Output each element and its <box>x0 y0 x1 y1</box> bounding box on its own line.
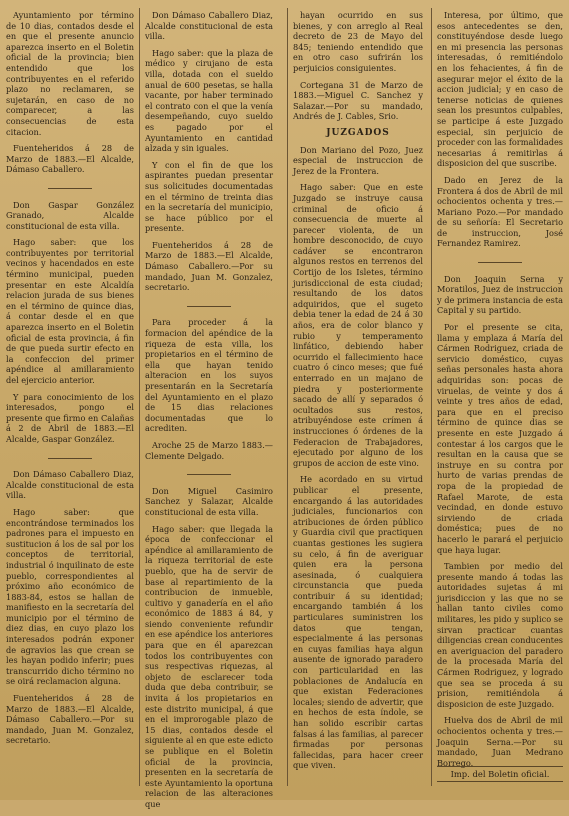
column-1 <box>6 10 134 752</box>
separator <box>437 255 563 266</box>
section-heading-juzgados: JUZGADOS <box>326 127 390 138</box>
notice-signature: Fuenteheridos á 28 de Marzo de 1883.—El Alcalde, Dámaso Caballero.—Por su mandado, Juan M. Gonzalez, secretario. <box>6 693 134 746</box>
separator <box>6 451 134 462</box>
notice-paragraph: Hago saber: que llegada la época de confeccionar el apéndice al amillaramiento de la riqueza territorial de este pueblo, que ha de servir de base al repartimiento de la contribucion de inmueble, cultivo y ganadería en el año económico de 1883 á 84, y siendo conveniente refundir en ese apéndice los anteriores para que en él aparezcan todos los contribuyentes con sus respectivas riquezas, al objeto de esclarecer toda duda que deba contribuir, se invita á los propietarios en este distrito municipal, á que en el improrogable plazo de 15 dias, contados desde el siguiente al en que este edicto se publique en el Boletin oficial de la provincia, presenten en la secretaría de este Ayuntamiento la oportuna relacion de las alteraciones que <box>145 523 273 809</box>
column-4 <box>437 10 563 774</box>
notice-heading: Don Miguel Casimiro Sanchez y Salazar, Alcalde constitucional de esta villa. <box>145 485 273 517</box>
notice-signature: Fuenteheridos á 28 de Marzo de 1883.—El Alcalde, Dámaso Caballero.—Por su mandado, Juan M. Gonzalez, secretario. <box>145 239 273 293</box>
notice-heading: Don Gaspar González Granado, Alcalde constitucional de esta villa. <box>6 199 134 231</box>
notice-paragraph: Interesa, por último, que esos antecedentes se den, constituyéndose desde luego en mi presencia las personas interesadas, ó remitiéndolo en los fehacientes, á fin de asegurar mejor el éxito de la accion judicial; y en caso de tenerse noticias de quienes sean los presuntos culpables, se participe á este Juzgado especial, sin perjuicio de proceder con las formalidades necesarias á remitirlas á disposicion del que suscribe. <box>437 10 563 169</box>
notice-heading: Don Mariano del Pozo, Juez especial de instruccion de Jerez de la Frontera. <box>293 144 423 176</box>
notice-paragraph: Hago saber: que encontrándose terminados los padrones para el impuesto en sustitucion á los de sal por los conceptos de territorial, industrial ó inquilinato de este pueblo, correspondientes al próximo año económico de 1883-84, estos se hallan de manifiesto en la secretaría del municipio por el término de diez dias, en cuyo plazo los interesados podrán exponer de agravios las que crean se les hayan podido inferir; pues transcurrido dicho término no se oirá reclamacion alguna. <box>6 506 134 687</box>
notice-paragraph: Hago saber: que los contribuyentes por territorial vecinos y hacendados en este término municipal, pueden presentar en este Alcaldía relacion jurada de sus bienes en el término de quince dias, á contar desde el en que aparezca inserto en el Boletin oficial de esta provincia, á fin de que pueda surtir efecto en la confeccion del primer apéndice al amillaramiento del ejercicio anterior. <box>6 237 134 385</box>
notice-paragraph: Hago saber: Que en este Juzgado se instruye causa criminal de oficio á consecuencia de muerte al parecer violenta, de un hombre desconocido, de cuyo cadáver se encontraron algunos restos en terrenos del Cortijo de los Isletes, término jurisdiccional de esta ciudad; resultando de los datos adquiridos, que el sugeto debia tener la edad de 24 á 30 años, era de color blanco y rubio y temperamento linfático, debiendo haber ocurrido el fallecimiento hace cuatro ó cinco meses; que fué enterrado en un majano de piedra y posteriormente sacado de allí y separados ó ocultados sus restos, atribuyéndose este crímen á instrucciones ó órdenes de la Federacion de Trabajadores, ejecutado por alguno de los grupos de accion de este vino. <box>293 182 423 468</box>
column-3 <box>293 10 423 777</box>
notice-signature: Dado en Jerez de la Frontera á dos de Abril de mil ochocientos ochenta y tres.—Mariano Pozo.—Por mandado de su señoría: El Secretario de instruccion, José Fernandez Ramirez. <box>437 174 563 249</box>
column-rule <box>287 8 288 786</box>
notice-paragraph: Ayuntamiento por término de 10 dias, contados desde el en que el presente anuncio aparezca inserto en el Boletin oficial de la provincia; bien entendido que los contribuyentes en el referido plazo no reclamaren, se sujetarán, en caso de no comparecer, a las consecuencias de esta citacion. <box>6 10 134 137</box>
notice-paragraph: Por el presente se cita, llama y emplaza á María del Cármen Rodriguez, criada de servicio doméstico, cuyas señas personales hasta ahora adquiridas son: pocas de viruelas, de veinte y dos á veinte y tres años de edad, para que en el preciso término de quince dias se presente en este Juzgado á contestar á los cargos que le resultan en la causa que se instruye en su contra por hurto de varias prendas de ropa de la propiedad de Rafael Marote, de esta vecindad, en donde estuvo sirviendo de criada doméstica; pues de no hacerlo le parará el perjuicio que haya lugar. <box>437 322 563 555</box>
notice-paragraph: Y con el fin de que los aspirantes puedan presentar sus solicitudes documentadas en el término de treinta dias en la secretaría del municipio, se hace público por el presente. <box>145 159 273 234</box>
notice-paragraph: hayan ocurrido en sus bienes, y con arreglo al Real decreto de 23 de Mayo del 845; teniendo entendido que en otro caso sufrirán los perjuicios consiguientes. <box>293 10 423 73</box>
separator <box>6 181 134 192</box>
column-2 <box>145 10 273 816</box>
notice-heading: Don Joaquin Serna y Moratilos, Juez de instruccion y de primera instancia de esta Capital y su partido. <box>437 273 563 316</box>
column-rule <box>139 8 140 786</box>
notice-heading: Don Dámaso Caballero Diaz, Alcalde constitucional de esta villa. <box>6 469 134 501</box>
notice-signature: Aroche 25 de Marzo 1883.—Clemente Delgado. <box>145 439 273 461</box>
printer-imprint: Imp. del Boletin oficial. <box>437 766 563 782</box>
notice-signature: Huelva dos de Abril de mil ochocientos ochenta y tres.—Joaquin Serna.—Por su mandado, Juan Medrano Borrego. <box>437 715 563 768</box>
notice-paragraph: Hago saber: que la plaza de médico y cirujano de esta villa, dotada con el sueldo anual de 600 pesetas, se halla vacante, por haber terminado el contrato con el que la venía desempeñando, cuyo sueldo es pagado por el Ayuntamiento en cantidad alzada y sin iguales. <box>145 47 273 154</box>
notice-paragraph: He acordado en su virtud publicar el presente, encargando á las autoridades judiciales, funcionarios con atribuciones de órden público y Guardia civil que practiquen cuantas gestiones les sugiera su celo, á fin de averiguar quien era la persona asesinada, ó cualquiera circunstancia que pueda contribuir á su identidad; encargando también á los particulares suministren los datos que tengan, especialmente á las personas en cuyas familias haya algun ausente de ignorado paradero con particularidad en las poblaciones de Andalucía en que existan Federaciones locales; siendo de advertir, que en hechos de esta índole, se han solido escribir cartas falsas á las familias, al parecer firmadas por personas fallecidas, para hacer creer que viven. <box>293 474 423 771</box>
notice-signature: Fuenteheridos á 28 de Marzo de 1883.—El Alcalde, Dámaso Caballero. <box>6 143 134 175</box>
notice-heading: Don Dámaso Caballero Diaz, Alcalde constitucional de esta villa. <box>145 10 273 42</box>
separator <box>145 467 273 478</box>
column-rule <box>431 8 432 786</box>
notice-paragraph: Para proceder á la formacion del apéndice de la riqueza de esta villa, los propietarios en el término de ella que hayan tenido alteracion en los suyos presentarán en la Secretaría del Ayuntamiento en el plazo de 15 dias relaciones documentadas que lo acrediten. <box>145 317 273 434</box>
notice-paragraph: Tambien por medio del presente mando á todas las autoridades sujetas á mi jurisdiccion y las que no se hallan tanto civiles como militares, les pido y suplico se sirvan practicar cuantas diligencias crean conducentes en averiguacion del paradero de la procesada María del Cármen Rodriguez, y logrado que sea se proceda á su prision, remitiéndola á disposicion de este Juzgado. <box>437 561 563 709</box>
notice-paragraph: Y para conocimiento de los interesados, pongo el presente que firmo en Calañas á 2 de Abril de 1883.—El Alcalde, Gaspar González. <box>6 391 134 444</box>
notice-signature: Cortegana 31 de Marzo de 1883.—Miguel C. Sanchez y Salazar.—Por su mandado, Andrés de J. Cables, Srio. <box>293 79 423 122</box>
separator <box>145 299 273 310</box>
